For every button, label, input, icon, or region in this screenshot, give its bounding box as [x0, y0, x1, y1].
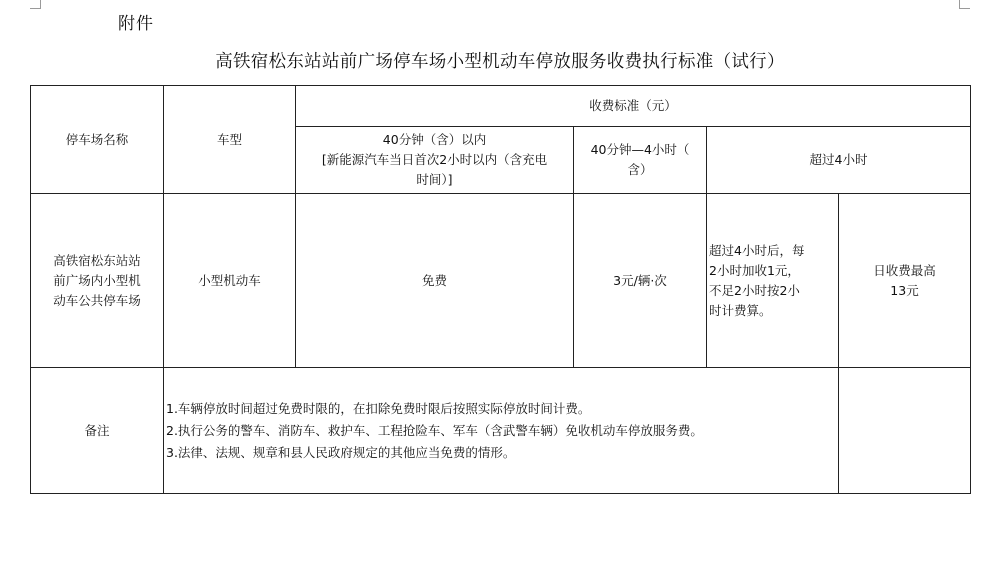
- document-title: 高铁宿松东站站前广场停车场小型机动车停放服务收费执行标准（试行）: [215, 52, 785, 72]
- page-corner-mark-left: [30, 0, 41, 9]
- cell-tier3-rule: [707, 194, 839, 368]
- cell-tier2-fee: 3元/辆·次: [574, 194, 707, 368]
- note-item-1: 1.车辆停放时间超过免费时限的，在扣除免费时限后按照实际停放时间计费。: [166, 400, 591, 416]
- page-corner-mark-right: [959, 0, 970, 9]
- table-header-row-1: [31, 86, 971, 127]
- tier3-rule-line2: 2小时加收1元，: [709, 262, 800, 278]
- tier2-header-line1: 40分钟—4小时（: [590, 142, 690, 157]
- tier3-rule-line1: 超过4小时后，每: [709, 242, 805, 258]
- cell-notes-label: 备注: [31, 368, 164, 494]
- header-tier-40min: [296, 127, 574, 194]
- cell-daily-cap: [839, 194, 971, 368]
- attachment-label: 附件: [118, 14, 154, 34]
- lot-name-line3: 动车公共停车场: [53, 292, 141, 308]
- lot-name-line1: 高铁宿松东站站: [53, 252, 141, 268]
- header-vehicle-type: 车型: [164, 86, 296, 194]
- cell-vehicle-type: 小型机动车: [164, 194, 296, 368]
- cell-tier1-fee: 免费: [296, 194, 574, 368]
- tier1-header-line1: 40分钟（含）以内: [382, 132, 487, 147]
- table-notes-row: [31, 368, 971, 494]
- header-tier-over-4h: 超过4小时: [707, 127, 971, 194]
- daily-cap-line1: 日收费最高: [873, 262, 936, 278]
- header-fee-standard: 收费标准（元）: [296, 86, 971, 127]
- note-item-3: 3.法律、法规、规章和县人民政府规定的其他应当免费的情形。: [166, 444, 516, 460]
- cell-notes-content: [164, 368, 839, 494]
- cell-notes-empty: [839, 368, 971, 494]
- note-item-2: 2.执行公务的警车、消防车、救护车、工程抢险车、军车（含武警车辆）免收机动车停放服务费。: [166, 422, 703, 438]
- table-data-row: [31, 194, 971, 368]
- fee-standard-table: [30, 85, 971, 494]
- header-tier-40min-4h: [574, 127, 707, 194]
- tier1-header-line2: [新能源汽车当日首次2小时以内（含充电: [321, 152, 548, 167]
- cell-lot-name: [31, 194, 164, 368]
- tier2-header-line2: 含）: [627, 162, 653, 177]
- daily-cap-line2: 13元: [890, 282, 919, 298]
- tier3-rule-line4: 时计费算。: [709, 302, 772, 318]
- lot-name-line2: 前广场内小型机: [53, 272, 141, 288]
- header-lot-name: 停车场名称: [31, 86, 164, 194]
- tier1-header-line3: 时间）]: [416, 172, 453, 187]
- tier3-rule-line3: 不足2小时按2小: [709, 282, 800, 298]
